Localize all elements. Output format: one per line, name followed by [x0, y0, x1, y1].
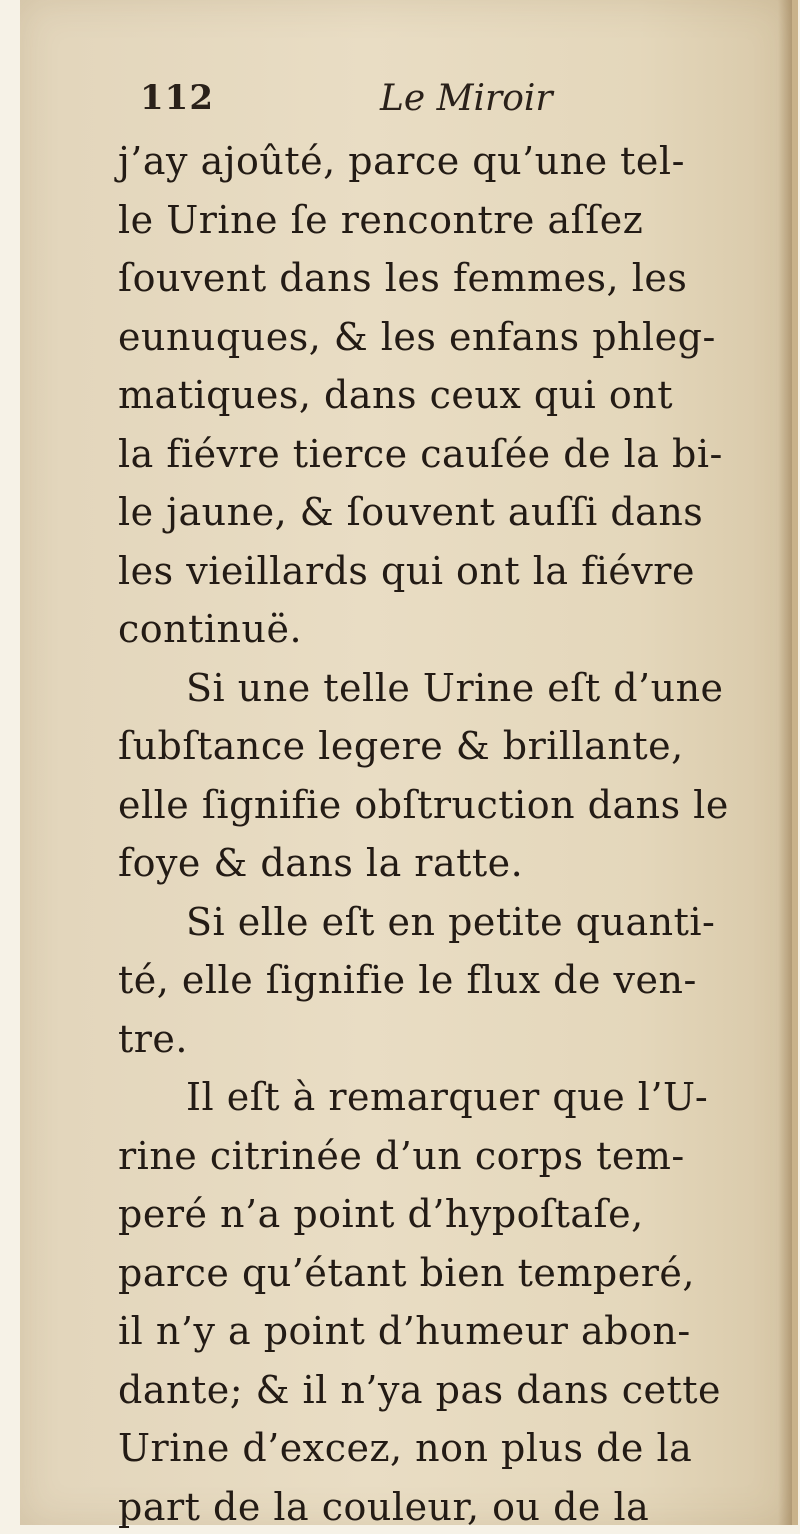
text-line: j’ay ajoûté, parce qu’une tel- — [118, 139, 685, 183]
text-line: il n’y a point d’humeur abon- — [118, 1309, 691, 1353]
text-line: foye & dans la ratte. — [118, 841, 524, 885]
body-text — [118, 132, 768, 1534]
text-line: le Urine ſe rencontre aſſez — [118, 197, 644, 242]
text-line: Urine d’excez, non plus de la — [118, 1426, 693, 1470]
text-line: dante; & il n’ya pas dans cette — [118, 1367, 722, 1412]
page-header — [140, 78, 760, 128]
text-line: ſubſtance legere & brillante, — [118, 724, 684, 768]
text-line: part de la couleur, ou de la — [118, 1484, 650, 1529]
text-line: les vieillards qui ont la fiévre — [118, 548, 695, 593]
text-line: elle ſignifie obſtruction dans le — [118, 782, 729, 827]
page-edge-shadow — [778, 0, 792, 1525]
text-line: té, elle ſignifie le flux de ven- — [118, 958, 697, 1002]
text-line: parce qu’étant bien temperé, — [118, 1250, 695, 1295]
paragraph-start-line: Il eſt à remarquer que l’U- — [186, 1075, 709, 1119]
text-line: rine citrinée d’un corps tem- — [118, 1133, 685, 1178]
text-line: ſouvent dans les femmes, les — [118, 256, 688, 300]
running-title: Le Miroir — [380, 78, 553, 119]
paragraph-start-line: Si une telle Urine eſt d’une — [186, 665, 724, 710]
text-line: tre. — [118, 1016, 189, 1061]
text-line: la fiévre tierce cauſée de la bi- — [118, 431, 723, 476]
text-line: le jaune, & ſouvent auſſi dans — [118, 490, 704, 534]
text-line: continuë. — [118, 607, 303, 651]
paragraph-start-line: Si elle eſt en petite quanti- — [186, 899, 716, 944]
text-line: matiques, dans ceux qui ont — [118, 373, 673, 417]
text-line: peré n’a point d’hypoſtaſe, — [118, 1192, 644, 1236]
page-number: 112 — [140, 78, 214, 118]
text-line: eunuques, & les enfans phleg- — [118, 314, 716, 359]
